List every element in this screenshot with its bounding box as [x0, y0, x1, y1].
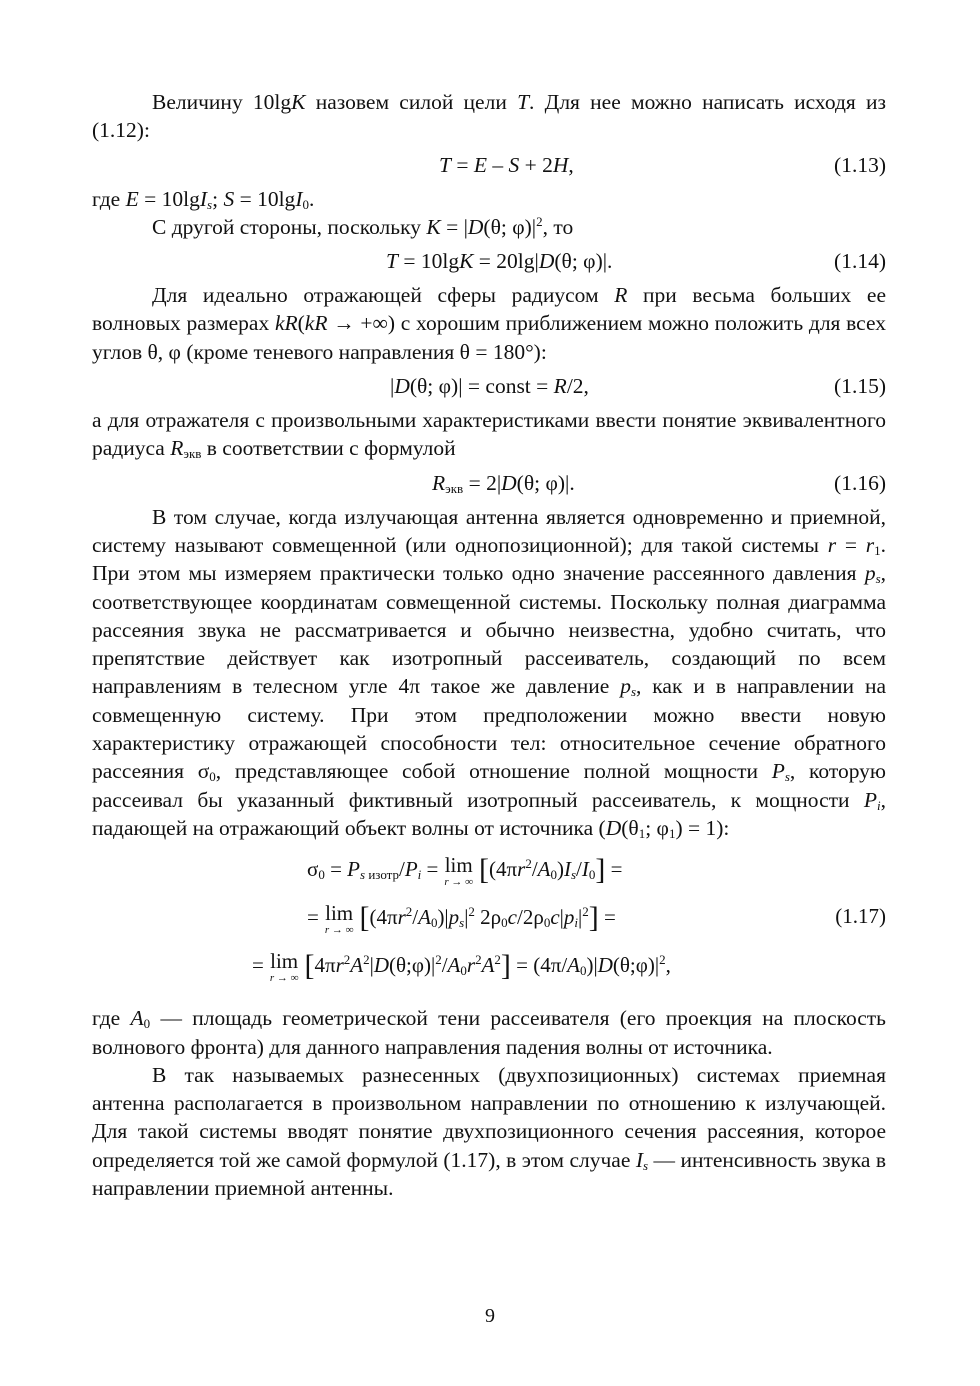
equation-1-15: |D(θ; φ)| = const = R/2, (1.15)	[92, 368, 886, 404]
paragraph-5: а для отражателя с произвольными характеристиками ввести понятие эквивалентного радиуса $R_{экв}$ в соответствии с формулой	[92, 408, 886, 462]
equation-1-13: T = E – S + 2H, (1.13)	[92, 147, 886, 183]
page-body	[92, 88, 886, 1202]
equation-number: (1.17)	[835, 904, 886, 929]
equation-number: (1.16)	[834, 470, 886, 495]
paragraph-3: С другой стороны, поскольку K = |D(θ; $\varphi)|^2$, то	[152, 213, 574, 239]
page-number: 9	[485, 1305, 495, 1327]
equation-1-14: T = 10lgK = 20lg|D(θ; φ)|. (1.14)	[92, 243, 886, 279]
paragraph-8: В так называемых разнесенных (двухпозиционных) системах приемная антенна располагается в произвольном направлении по отношению к излучающей. Для такой системы вводят понятие двухпозиционного сечения рассеяния, которое определяется той же самой формулой (1.17), в этом случае $I_s$ — интенсивность звука в направлении приемной антенны.	[92, 1062, 886, 1201]
paragraph-1: Величину 10lgK назовем силой цели T. Для нее можно написать исходя из (1.12):	[92, 90, 887, 143]
paragraph-7: где $A_0$ — площадь геометрической тени рассеивателя (его проекция на плоскость волнового фронта) для данного направления падения волны от источника.	[92, 1006, 886, 1059]
equation-number: (1.13)	[834, 152, 886, 177]
equation-1-16: $R_{экв} = 2|D(\theta$; φ)|. (1.16)	[432, 470, 886, 496]
paragraph-2: где E = 10lgI$_s$; S = 10lgI$_0$.	[92, 186, 315, 212]
equation-number: (1.14)	[834, 249, 886, 274]
equation-1-17: $\sigma_0 = P_{s изотр}/P_i$ = lim r → ∞ $[(4\pi r^2/A_0)I_s/I_0]$ = = lim r → ∞ [$(4\pi r^2/A_0)|p_s|^2$ $2\rho_0c/2\rho_0c|p_i|^2$] = = lim r → ∞ $[4\pi r^2A^2|D(\theta;\varphi)|^2/A_0r^2A^2]$ = $(4\pi/A_0)|D(\theta;\varphi)|^2$, (1.17)	[252, 853, 886, 985]
paragraph-4: Для идеально отражающей сферы радиусом R при весьма больших ее волновых размерах kR(kR → +∞) с хорошим приближением можно положить для всех углов θ, φ (кроме теневого направления θ = 180°):	[92, 283, 886, 364]
paragraph-6: В том случае, когда излучающая антенна является одновременно и приемной, систему называют совмещенной (или однопозиционной); для такой системы $r = r_1$. При этом мы измеряем практически только одно значение рассеянного давления $p_s$, соответствующее координатам совмещенной системы. Поскольку полная диаграмма рассеяния звука не рассматривается и обычно неизвестна, удобно считать, что препятствие действует как изотропный рассеиватель, создающий по всем направлениям в телесном угле 4π такое же давление $p_s$, как и в направлении на совмещенную систему. При этом предположении можно ввести новую характеристику отражающей способности тел: относительное сечение обратного рассеяния $\sigma_0$, представляющее собой отношение полной мощности $P_s$, которую рассеивал бы указанный фиктивный изотропный рассеиватель, к мощности $P_i$, падающей на отражающий объект волны от источника ($D(\theta_1$; $\varphi_1) = 1$):	[92, 504, 886, 841]
equation-number: (1.15)	[834, 374, 886, 399]
